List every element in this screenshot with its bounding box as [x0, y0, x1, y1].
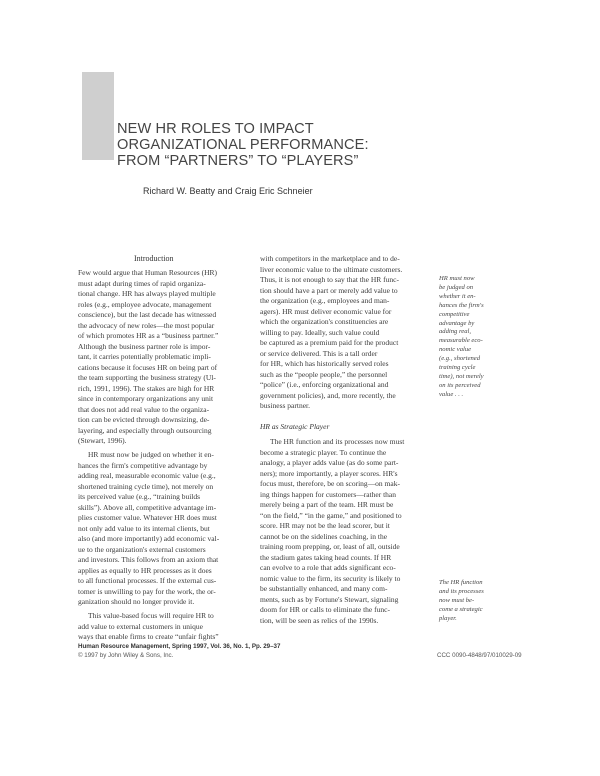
text-line: its perceived value (e.g., “training builds	[78, 492, 201, 501]
text-line: plies customer value. Whatever HR does must	[78, 513, 217, 522]
text-line: HR must now	[439, 275, 475, 282]
text-line: which the organization's constituencies are	[260, 317, 389, 326]
text-line: be substantially enhanced, and many com-	[260, 584, 388, 593]
text-line: nomic value	[439, 346, 472, 354]
text-line: the team supporting the business strategy (Ul-	[78, 373, 216, 382]
text-line: (e.g., shortened	[439, 355, 481, 363]
text-line: measurable eco-	[439, 337, 483, 345]
text-line: and investors. This follows from an axiom that	[78, 555, 219, 564]
text-line: HR must now be judged on whether it en-	[88, 450, 214, 459]
text-line: come a strategic	[439, 605, 483, 613]
section-heading-strategic-player: HR as Strategic Player	[260, 422, 330, 431]
text-line: “on the field,” “in the game,” and positioned to	[260, 510, 402, 520]
article-authors: Richard W. Beatty and Craig Eric Schneier	[143, 186, 313, 196]
text-line: liver economic value to the ultimate customers.	[260, 264, 403, 274]
left-column-paragraph-3	[78, 611, 254, 643]
text-line: skills”). Above all, competitive advantage im-	[78, 502, 217, 512]
text-line: conscience), but the last decade has witnessed	[78, 310, 217, 319]
text-line: be judged on	[439, 283, 474, 291]
text-line: doom for HR or calls to eliminate the func-	[260, 605, 390, 614]
text-line: ue to the organization's external customers	[78, 544, 206, 554]
text-line: ways that enable firms to create “unfair fights”	[78, 632, 219, 641]
text-line: (Stewart, 1996).	[78, 436, 127, 445]
right-column-paragraph-1	[260, 254, 432, 412]
text-line: on its perceived	[439, 381, 481, 389]
text-line: merely being a part of the team. HR must be	[260, 500, 394, 509]
title-line: NEW HR ROLES TO IMPACT	[117, 121, 314, 137]
text-line: such as the “people people,” the personnel	[260, 369, 388, 379]
text-line: tional change. HR has always played multiple	[78, 289, 216, 298]
margin-pull-quote-2	[439, 579, 511, 624]
text-line: tion can be evicted through downsizing, de-	[78, 415, 210, 424]
title-line: ORGANIZATIONAL PERFORMANCE:	[117, 137, 369, 153]
text-line: that does not add real value to the organiza-	[78, 404, 210, 414]
text-line: must adapt during times of rapid organiza-	[78, 278, 206, 288]
text-line: “police” (i.e., enforcing organizational and	[260, 380, 389, 389]
text-line: adding real,	[439, 328, 471, 336]
decorative-gray-block	[82, 72, 114, 160]
text-line: advantage by	[439, 319, 475, 327]
text-line: with competitors in the marketplace and to de-	[260, 254, 400, 263]
text-line: tant, it carries potentially problematic impli-	[78, 352, 211, 361]
text-line: ners); more importantly, a player scores. HR's	[260, 468, 398, 478]
text-line: be captured as a premium paid for the product	[260, 338, 399, 347]
text-line: of which promotes HR as a “business partner.”	[78, 331, 219, 340]
text-line: tion, will be seen as relics of the 1990s.	[260, 615, 379, 625]
text-line: cannot be on the sidelines coaching, in the	[260, 531, 388, 541]
text-line: since in contemporary organizations any unit	[78, 394, 214, 403]
text-line: adding real, measurable economic value (e.g.,	[78, 471, 216, 480]
text-line: now must be-	[439, 596, 475, 604]
text-line: or service delivered. This is a tall order	[260, 348, 378, 358]
text-line: roles (e.g., employee advocate, management	[78, 299, 212, 309]
text-line: also (and more importantly) add economic val-	[78, 534, 220, 543]
text-line: hances the firm's	[439, 301, 484, 309]
text-line: training cycle	[439, 364, 476, 372]
article-title	[117, 121, 369, 169]
text-line: tion should have a part or merely add value to	[260, 285, 398, 295]
text-line: Although the business partner role is impor-	[78, 341, 211, 351]
text-line: the advocacy of new roles—the most popular	[78, 320, 215, 330]
text-line: training room prepping, or, least of all, outside	[260, 542, 400, 551]
text-line: shortened training cycle time), not merely on	[78, 481, 214, 491]
text-line: The HR function and its processes now must	[270, 437, 405, 446]
text-line: add value to external customers in unique	[78, 621, 203, 631]
text-line: and its processes	[439, 587, 484, 595]
footer-copyright: © 1997 by John Wiley & Sons, Inc.	[78, 652, 174, 659]
text-line: ments, such as by Fortune's Stewart, signaling	[260, 594, 399, 604]
text-line: rich, 1991, 1996). The stakes are high for HR	[78, 383, 215, 393]
text-line: competitive	[439, 310, 470, 318]
text-line: can evolve to a role that adds significant eco-	[260, 563, 396, 572]
text-line: applies as equally to HR processes as it does	[78, 565, 212, 575]
title-line: FROM “PARTNERS” TO “PLAYERS”	[117, 153, 359, 169]
right-column-paragraph-2	[260, 437, 432, 626]
text-line: agers). HR must deliver economic value for	[260, 306, 392, 316]
text-line: player.	[439, 614, 457, 622]
text-line: Thus, it is not enough to say that the HR func-	[260, 275, 399, 284]
text-line: for HR, which has historically served roles	[260, 359, 389, 368]
text-line: value . . .	[439, 390, 464, 398]
text-line: government policies), and, more recently, the	[260, 390, 396, 400]
text-line: not only add value to its internal clients, but	[78, 523, 210, 533]
text-line: become a strategic player. To continue the	[260, 447, 387, 457]
text-line: ing things happen for customers—rather than	[260, 489, 397, 499]
text-line: hances the firm's competitive advantage by	[78, 460, 208, 470]
footer-ccc-code: CCC 0090-4848/97/010029-09	[437, 652, 522, 659]
text-line: time), not merely	[439, 372, 484, 380]
text-line: focus must, therefore, be on scoring—on mak-	[260, 479, 400, 488]
left-column-paragraph-1	[78, 268, 254, 447]
text-line: to all functional processes. If the external cus-	[78, 576, 217, 585]
margin-pull-quote-1	[439, 275, 511, 400]
left-column-paragraph-2	[78, 450, 254, 608]
section-heading-introduction: Introduction	[134, 254, 174, 263]
text-line: willing to pay. Ideally, such value could	[260, 327, 380, 337]
text-line: analogy, a player adds value (as do some part-	[260, 458, 399, 467]
text-line: layering, and especially through outsourcing	[78, 425, 212, 435]
text-line: the organization (e.g., employees and man-	[260, 296, 390, 305]
text-line: the stadium gates taking head counts. If HR	[260, 552, 392, 562]
text-line: tomer is unwilling to pay for the work, the or-	[78, 586, 216, 596]
text-line: ganization should no longer provide it.	[78, 597, 195, 606]
text-line: nomic value to the firm, its security is likely to	[260, 573, 401, 583]
text-line: The HR function	[439, 579, 483, 586]
text-line: This value-based focus will require HR to	[88, 611, 214, 620]
text-line: business partner.	[260, 401, 310, 410]
text-line: cations because it focuses HR on being part of	[78, 362, 218, 372]
text-line: whether it en-	[439, 292, 476, 300]
text-line: Few would argue that Human Resources (HR)	[78, 268, 217, 277]
footer-journal-citation: Human Resource Management, Spring 1997, Vol. 36, No. 1, Pp. 29–37	[78, 643, 281, 650]
text-line: score. HR may not be the lead scorer, but it	[260, 521, 390, 530]
